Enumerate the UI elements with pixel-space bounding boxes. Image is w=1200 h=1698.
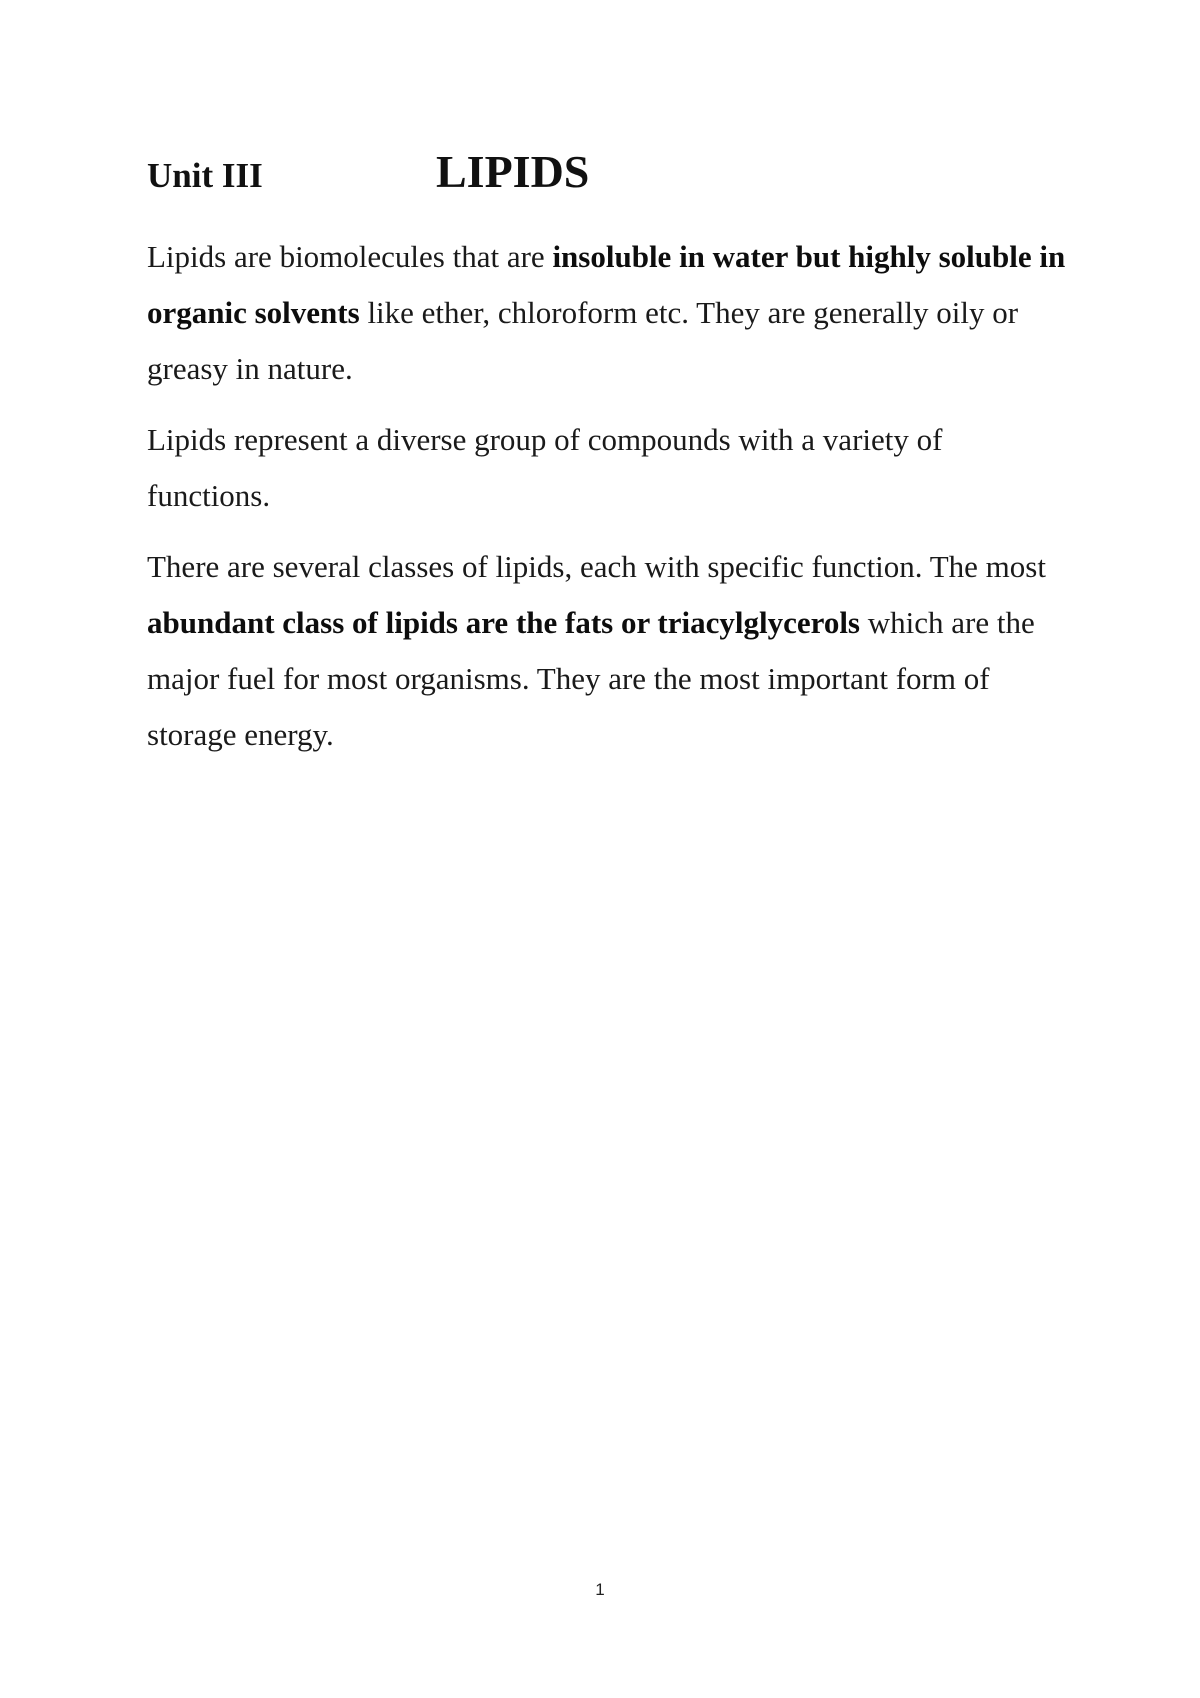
unit-heading: [147, 146, 1047, 206]
paragraph-text: Lipids represent a diverse group of compounds with a variety of functions.: [147, 422, 943, 513]
body-text: [147, 229, 1067, 778]
page-number: 1: [595, 1580, 605, 1599]
paragraph-text: Lipids are biomolecules that are: [147, 239, 553, 274]
unit-label: Unit III: [147, 156, 263, 195]
paragraph-classes: [147, 539, 1067, 763]
paragraph-text: like ether, chloroform etc. They are generally oily or greasy in nature.: [147, 295, 1019, 386]
paragraph-text: There are several classes of lipids, each with specific function. The most: [147, 549, 1046, 584]
paragraph-diversity: [147, 412, 1067, 524]
paragraph-definition: [147, 229, 1067, 397]
page-title: LIPIDS: [436, 146, 590, 197]
emphasis-text: insoluble in water but highly soluble in organic solvents: [147, 239, 1066, 330]
emphasis-text: abundant class of lipids are the fats or triacylglycerols: [147, 605, 860, 640]
paragraph-text: which are the major fuel for most organisms. They are the most important form of storage energy.: [147, 605, 1035, 752]
